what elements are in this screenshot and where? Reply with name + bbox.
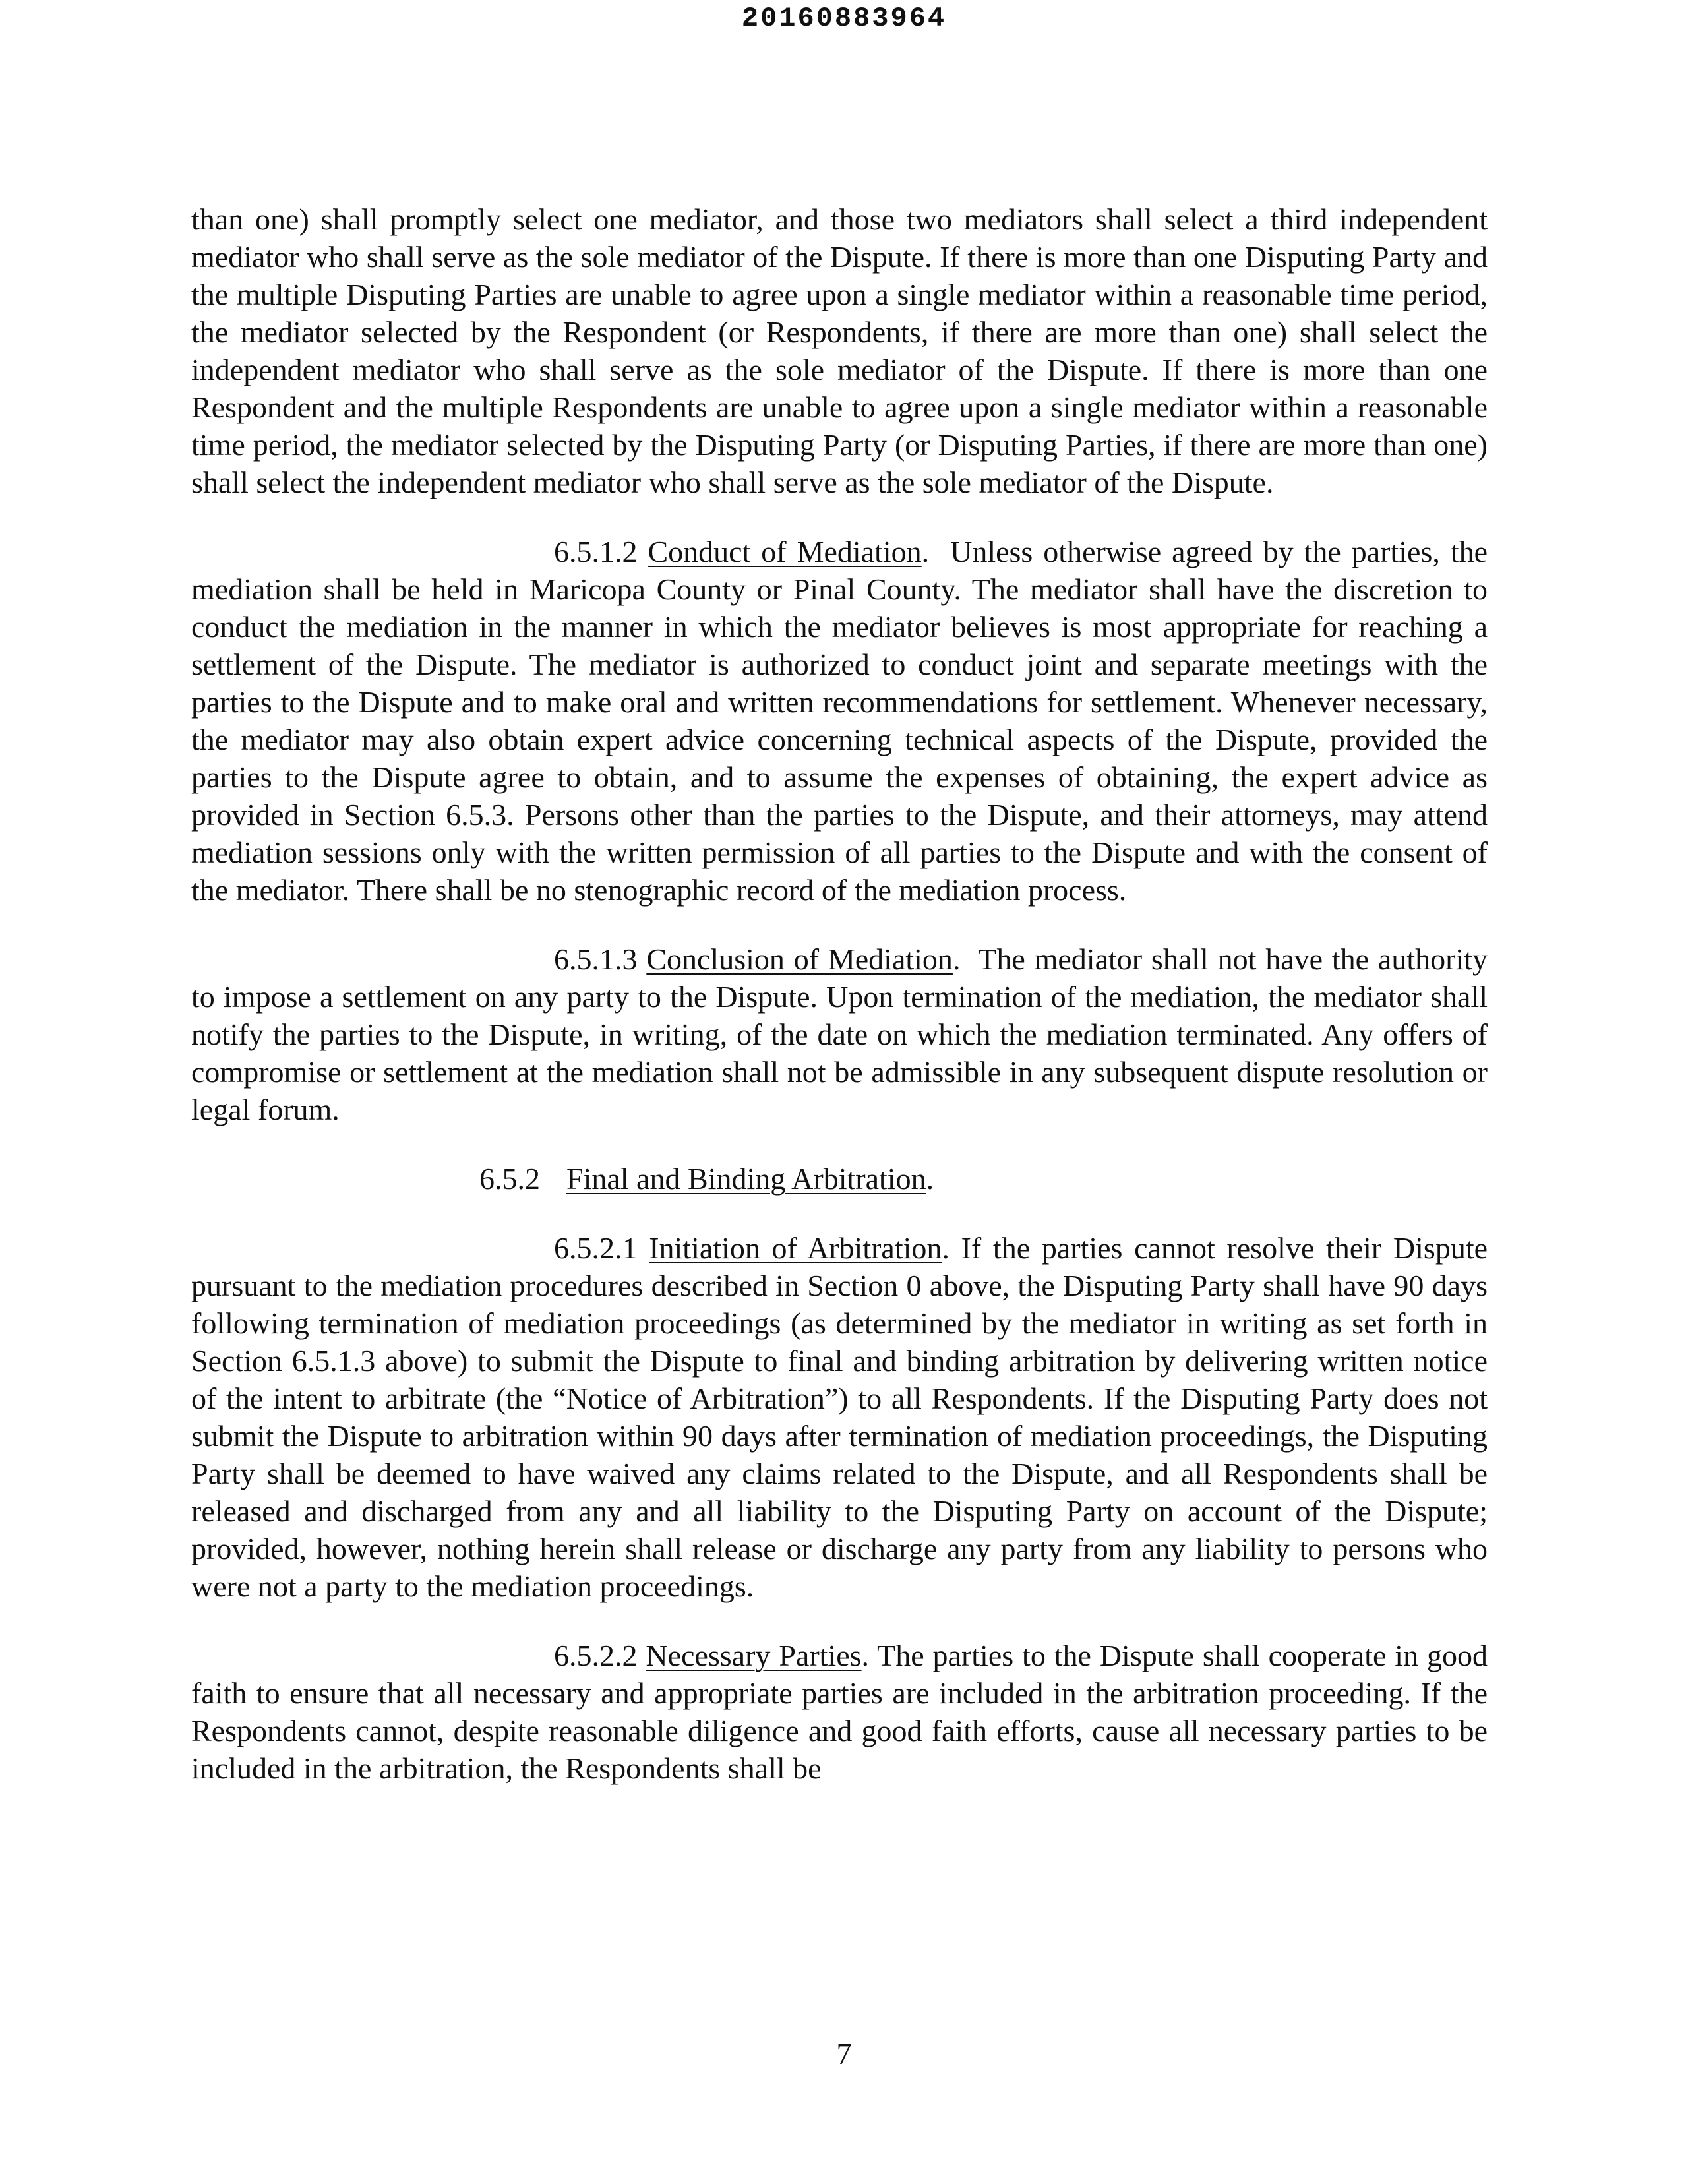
section-body: Unless otherwise agreed by the parties, the mediation shall be held in Maricopa County or Pinal County. The mediator shall have the discretion to conduct the mediation in the manner in which the mediator believes is most appropriate for reaching a settlement of the Dispute. The mediator is authorized to conduct joint and separate meetings with the parties to the Dispute and to make oral and written recommendations for settlement. Whenever necessary, the mediator may also obtain expert advice concerning technical aspects of the Dispute, provided the parties to the Dispute agree to obtain, and to assume the expenses of obtaining, the expert advice as provided in Section 6.5.3. Persons other than the parties to the Dispute, and their attorneys, may attend mediation sessions only with the written permission of all parties to the Dispute and with the consent of the mediator. There shall be no stenographic record of the mediation process. [191,535,1488,907]
section-6-5-1-2: 6.5.1.2 Conduct of Mediation. Unless otherwise agreed by the parties, the mediation shall be held in Maricopa County or Pinal County. The mediator shall have the discretion to conduct the mediation in the manner in which the mediator believes is most appropriate for reaching a settlement of the Dispute. The mediator is authorized to conduct joint and separate meetings with the parties to the Dispute and to make oral and written recommendations for settlement. Whenever necessary, the mediator may also obtain expert advice concerning technical aspects of the Dispute, provided the parties to the Dispute agree to obtain, and to assume the expenses of obtaining, the expert advice as provided in Section 6.5.3. Persons other than the parties to the Dispute, and their attorneys, may attend mediation sessions only with the written permission of all parties to the Dispute and with the consent of the mediator. There shall be no stenographic record of the mediation process. [191,535,1488,907]
section-body: If the parties cannot resolve their Dispute pursuant to the mediation procedures described in Section 0 above, the Disputing Party shall have 90 days following termination of mediation proceedings (as determined by the mediator in writing as set forth in Section 6.5.1.3 above) to submit the Dispute to final and binding arbitration by delivering written notice of the intent to arbitrate (the “Notice of Arbitration”) to all Respondents. If the Disputing Party does not submit the Dispute to arbitration within 90 days after termination of mediation proceedings, the Disputing Party shall be deemed to have waived any claims related to the Dispute, and all Respondents shall be released and discharged from any and all liability to the Disputing Party on account of the Dispute; provided, however, nothing herein shall release or discharge any party from any liability to persons who were not a party to the mediation proceedings. [191,1231,1488,1603]
section-number: 6.5.1.3 [554,942,638,976]
section-number: 6.5.2 [479,1162,540,1196]
section-6-5-2-heading: 6.5.2 Final and Binding Arbitration. [479,1162,934,1196]
document-number: 20160883964 [741,3,947,34]
section-title: Necessary Parties [646,1639,862,1672]
section-title: Conduct of Mediation [648,535,922,568]
section-number: 6.5.2.2 [554,1639,638,1672]
section-body: The mediator shall not have the authority to impose a settlement on any party to the Dispute. Upon termination of the mediation, the mediator shall notify the parties to the Dispute, in writing, of the date on which the mediation terminated. Any offers of compromise or settlement at the mediation shall not be admissible in any subsequent dispute resolution or legal forum. [191,942,1488,1126]
paragraph-continuation: than one) shall promptly select one mediator, and those two mediators shall select a third independent mediator who shall serve as the sole mediator of the Dispute. If there is more than one Disputing Party and the multiple Disputing Parties are unable to agree upon a single mediator within a reasonable time period, the mediator selected by the Respondent (or Respondents, if there are more than one) shall select the independent mediator who shall serve as the sole mediator of the Dispute. If there is more than one Respondent and the multiple Respondents are unable to agree upon a single mediator within a reasonable time period, the mediator selected by the Disputing Party (or Disputing Parties, if there are more than one) shall select the independent mediator who shall serve as the sole mediator of the Dispute. [191,202,1488,499]
section-6-5-1-3: 6.5.1.3 Conclusion of Mediation. The mediator shall not have the authority to impose a settlement on any party to the Dispute. Upon termination of the mediation, the mediator shall notify the parties to the Dispute, in writing, of the date on which the mediation terminated. Any offers of compromise or settlement at the mediation shall not be admissible in any subsequent dispute resolution or legal forum. [191,942,1488,1126]
section-body: The parties to the Dispute shall cooperate in good faith to ensure that all necessary and appropriate parties are included in the arbitration proceeding. If the Respondents cannot, despite reasonable diligence and good faith efforts, cause all necessary parties to be included in the arbitration, the Respondents shall be [191,1639,1488,1785]
page-number: 7 [836,2037,852,2071]
section-number: 6.5.2.1 [554,1231,638,1265]
section-title: Initiation of Arbitration [649,1231,942,1265]
section-6-5-2-1: 6.5.2.1 Initiation of Arbitration. If the parties cannot resolve their Dispute pursuant to the mediation procedures described in Section 0 above, the Disputing Party shall have 90 days following termination of mediation proceedings (as determined by the mediator in writing as set forth in Section 6.5.1.3 above) to submit the Dispute to final and binding arbitration by delivering written notice of the intent to arbitrate (the “Notice of Arbitration”) to all Respondents. If the Disputing Party does not submit the Dispute to arbitration within 90 days after termination of mediation proceedings, the Disputing Party shall be deemed to have waived any claims related to the Dispute, and all Respondents shall be released and discharged from any and all liability to the Disputing Party on account of the Dispute; provided, however, nothing herein shall release or discharge any party from any liability to persons who were not a party to the mediation proceedings. [191,1231,1488,1603]
section-6-5-2-2: 6.5.2.2 Necessary Parties. The parties to the Dispute shall cooperate in good faith to ensure that all necessary and appropriate parties are included in the arbitration proceeding. If the Respondents cannot, despite reasonable diligence and good faith efforts, cause all necessary parties to be included in the arbitration, the Respondents shall be [191,1639,1488,1785]
section-title: Conclusion of Mediation [646,942,953,976]
section-number: 6.5.1.2 [554,535,638,568]
document-body [191,200,1488,1787]
section-title: Final and Binding Arbitration [566,1162,926,1196]
